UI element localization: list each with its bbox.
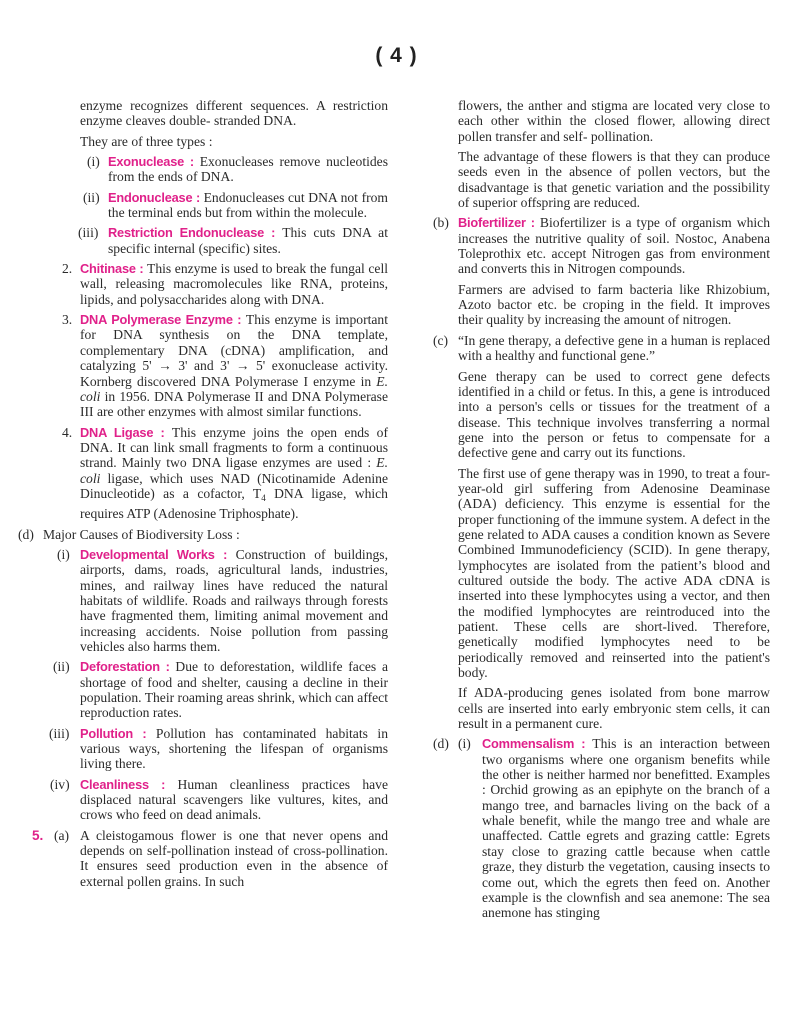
definition: Endonucleases cut DNA not from the terminal ends but from within the molecule.	[108, 189, 388, 221]
term-biofertilizer: Biofertilizer	[458, 215, 526, 231]
question-5c	[433, 332, 770, 364]
term-deforestation: Deforestation	[80, 659, 160, 675]
definition: Human cleanliness practices have displaced natural scavengers like vultures, kites, and crows who feed on dead animals.	[80, 776, 388, 823]
item-label: (i)	[87, 154, 100, 170]
heading-text: Major Causes of Biodiversity Loss :	[43, 526, 240, 542]
definition: Pollution has contaminated habitats in various ways, shortening the lifespan of organisms living there.	[80, 725, 388, 772]
question-5a	[32, 827, 388, 889]
term-chitinase: Chitinase	[80, 261, 136, 277]
definition-cont: in 1956. DNA Polymerase II and DNA Polymerase III are other enzymes with almost similar functions.	[80, 388, 388, 420]
item-label: (ii)	[83, 189, 100, 205]
sub-label: (i)	[458, 736, 471, 752]
term-separator: :	[153, 424, 172, 440]
enzyme-dna-polymerase	[62, 312, 388, 419]
nuclease-type-endonuclease	[80, 190, 388, 221]
term-cleanliness: Cleanliness	[80, 776, 149, 792]
term-separator: :	[574, 736, 593, 752]
term-separator: :	[135, 261, 148, 277]
part-label: (b)	[433, 215, 449, 231]
item-label: (ii)	[53, 659, 70, 675]
term-pollution: Pollution	[80, 725, 133, 741]
left-column	[18, 98, 389, 894]
subscript: 4	[261, 492, 266, 503]
question-5d	[433, 736, 770, 921]
definition-cont: ligase, which uses NAD (Nicotinamide Adenine Dinucleotide) as a cofactor, T	[80, 470, 388, 501]
cleistogamy-advantage: The advantage of these flowers is that they can produce seeds even in the absence of pollen vectors, but the disadvantage is that genetic variation and the possibility of superior offspring are reduced.	[458, 149, 770, 211]
term-endonuclease: Endonuclease	[108, 189, 193, 205]
gene-therapy-paragraph-2: The first use of gene therapy was in 1990, to treat a four-year-old girl suffering from Adenosine Deaminase (ADA) deficiency. This enzyme is essential for the proper functioning of the immune system. A defect in the gene related to ADA causes a condition known as Severe Combined Immunodeficiency (SCID). In gene therapy, lymphocytes are isolated from the patient’s blood and cultured outside the body. The active ADA cDNA is inserted into these lymphocytes using a vector, and then the modified lymphocytes are reintroduced into the patient. These cells are short-lived. Therefore, genetically modified lymphocytes need to be periodically removed and reinserted into the patient's body.	[458, 465, 770, 681]
cause-developmental-works	[57, 546, 388, 654]
term-separator: :	[232, 312, 246, 328]
definition: This enzyme is important for DNA synthesis on the DNA template, complementary DNA (cDNA) amplification, and catalyzing 5' → 3' and 3' → 5' exonuclease activity. Kornberg discovered DNA Polymerase I enzyme in	[80, 312, 388, 389]
item-number: 3.	[62, 312, 73, 328]
cause-deforestation	[53, 659, 388, 721]
term-developmental-works: Developmental Works	[80, 546, 215, 562]
term-separator: :	[148, 776, 178, 792]
definition-end: DNA ligase, which requires ATP (Adenosine Triphosphate).	[80, 485, 388, 522]
term-separator: :	[192, 189, 204, 205]
species-name: E. coli	[80, 455, 388, 486]
part-label: (a)	[54, 827, 70, 843]
enzyme-dna-ligase	[62, 425, 388, 522]
part-label: (d)	[433, 736, 449, 752]
types-heading: They are of three types :	[80, 133, 213, 149]
definition: This enzyme is used to break the fungal cell wall, releasing macromolecules like RNA, proteins, lipids, and polysaccharides along with DNA.	[80, 261, 389, 307]
definition: This is an interaction between two organisms where one organism benefits while the other is neither harmed nor benefitted. Examples : Orchid growing as an epiphyte on the branch of a mango tree, and barnacles living on the back of a whale benefit, while the mango tree and whale are unaffected. Cattle egrets and grazing cattle: Egrets stay close to grazing cattle because when cattle graze, they disturb the vegetation, causing insects to come out, which the egrets then feed on. Another example is the clownfish and sea anemone: The sea anemone has stinging	[482, 736, 770, 921]
term-dna-ligase: DNA Ligase	[80, 424, 154, 440]
term-dna-polymerase-enzyme: DNA Polymerase Enzyme	[80, 312, 233, 328]
definition: Exonucleases remove nucleotides from the ends of DNA.	[108, 154, 388, 185]
term-exonuclease: Exonuclease	[108, 154, 185, 170]
enzyme-chitinase	[62, 261, 388, 307]
term-separator: :	[214, 546, 236, 562]
nuclease-type-exonuclease	[80, 154, 388, 185]
cause-pollution	[49, 725, 388, 772]
part-label: (c)	[433, 332, 449, 348]
item-label: (i)	[57, 546, 70, 562]
definition: This enzyme joins the open ends of DNA. It can link small fragments to form a continuous strand. Mainly two DNA ligase enzymes are used :	[80, 424, 388, 471]
definition: Biofertilizer is a type of organism which increases the nutritive quality of soil. Nostoc, Anabena Toleprothix etc. accept Nitrogen gas from environment and converts this in Nitrogen compounds.	[458, 215, 770, 277]
gene-therapy-paragraph-1: Gene therapy can be used to correct gene defects identified in a child or fetus. In this, a gene is introduced into a person's cells or tissues for the treatment of a disease. This technique involves transferring a normal gene into the person or fetus to compensate for a defective gene and carry out its functions.	[458, 368, 770, 461]
cause-cleanliness	[50, 776, 388, 823]
question-number: 5.	[32, 827, 44, 843]
item-number: 4.	[62, 424, 73, 440]
item-label: (iv)	[50, 776, 70, 792]
species-name: E. coli	[80, 373, 388, 404]
definition: Construction of buildings, airports, dams, roads, agricultural lands, industries, mines, and railway lines have reduced the natural habitats of wildlife. Roads and railways through forests have fragmented them, limiting animal movement and increasing accidents. Noise pollution from passing vehicles also harms them.	[80, 546, 388, 654]
term-separator: :	[184, 154, 200, 170]
item-number: 2.	[62, 261, 73, 277]
item-label: (iii)	[49, 725, 70, 741]
term-separator: :	[525, 215, 540, 231]
restriction-enzyme-continuation: enzyme recognizes different sequences. A restriction enzyme cleaves double- stranded DNA.	[80, 98, 388, 129]
item-label: (iii)	[78, 225, 99, 241]
cleistogamy-continuation: flowers, the anther and stigma are located very close to each other within the closed flower, allowing direct pollen transfer and self- pollination.	[458, 98, 770, 144]
page-number: ( 4 )	[375, 44, 418, 67]
answer-text: A cleistogamous flower is one that never opens and depends on self-pollination instead of cross-pollination. It ensures seed production even in the absence of external pollen grains. In such	[80, 827, 388, 889]
definition: Due to deforestation, wildlife faces a shortage of food and shelter, causing a decline in their population. Their roaming areas shrink, which can affect reproduction rates.	[80, 659, 388, 721]
part-label: (d)	[18, 526, 34, 542]
right-column	[433, 98, 770, 926]
gene-therapy-paragraph-3: If ADA-producing genes isolated from bone marrow cells are inserted into early embryonic stem cells, it can result in a permanent cure.	[458, 685, 770, 732]
term-separator: :	[159, 659, 176, 675]
biodiversity-heading	[18, 527, 388, 542]
term-separator: :	[264, 225, 283, 241]
nuclease-type-restriction-endonuclease	[80, 225, 388, 256]
term-restriction-endonuclease: Restriction Endonuclease	[108, 225, 265, 241]
definition: This cuts DNA at specific internal (specific) sites.	[108, 225, 388, 256]
term-separator: :	[132, 725, 156, 741]
biofertilizer-farming-paragraph: Farmers are advised to farm bacteria like Rhizobium, Azoto bactor etc. be croping in the field. It improves their quality by increasing the amount of nitrogen.	[458, 281, 770, 328]
gene-therapy-quote: “In gene therapy, a defective gene in a human is replaced with a healthy and functional gene.”	[458, 332, 770, 364]
term-commensalism: Commensalism	[482, 736, 575, 752]
question-5b	[433, 215, 770, 277]
